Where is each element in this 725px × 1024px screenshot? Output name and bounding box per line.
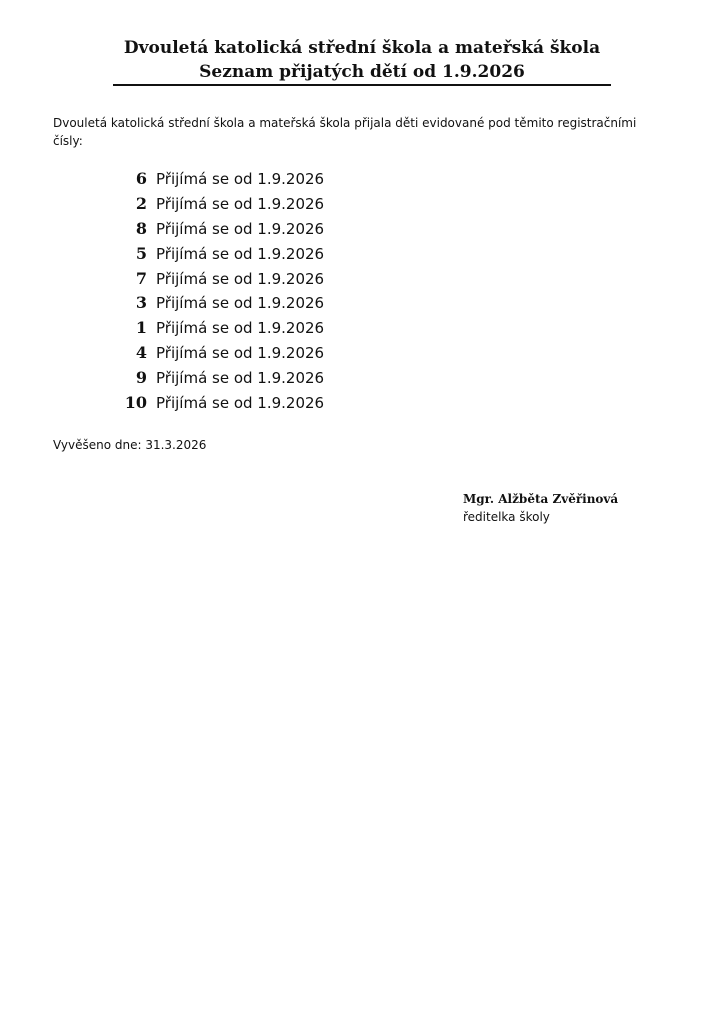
admission-row — [112, 269, 324, 294]
registration-number: 6 — [135, 169, 147, 188]
registration-number: 3 — [135, 293, 147, 313]
admission-row — [112, 219, 324, 244]
signatory-role: ředitelka školy — [463, 510, 550, 524]
registration-number: 1 — [135, 318, 147, 338]
registration-number: 8 — [135, 218, 147, 238]
admission-status: Přijímá se od 1.9.2026 — [156, 219, 325, 238]
header-divider — [113, 84, 611, 86]
admission-status: Přijímá se od 1.9.2026 — [156, 369, 325, 388]
signature-block — [463, 490, 618, 526]
admission-list — [112, 169, 324, 418]
registration-number: 7 — [135, 268, 147, 288]
registration-number: 4 — [135, 343, 147, 363]
admission-row — [112, 343, 324, 368]
signatory-name: Mgr. Alžběta Zvěřinová — [463, 492, 619, 506]
intro-paragraph: Dvouletá katolická střední škola a mateřská škola přijala děti evidované pod těmito registračními čísly: — [53, 116, 637, 148]
admission-status: Přijímá se od 1.9.2026 — [156, 244, 325, 263]
admission-status: Přijímá se od 1.9.2026 — [156, 394, 325, 413]
admission-status: Přijímá se od 1.9.2026 — [156, 194, 325, 213]
registration-number: 2 — [135, 193, 147, 213]
admission-row — [112, 293, 324, 318]
admission-row — [112, 368, 324, 393]
admission-row — [112, 393, 324, 418]
admission-row — [112, 244, 324, 269]
document-header — [113, 36, 611, 84]
registration-number: 5 — [135, 243, 147, 263]
school-name-heading: Dvouletá katolická střední škola a mateřská škola — [123, 38, 601, 58]
admission-status: Přijímá se od 1.9.2026 — [156, 269, 325, 288]
registration-number: 10 — [124, 393, 147, 413]
admission-row — [112, 169, 324, 194]
admission-status: Přijímá se od 1.9.2026 — [156, 319, 325, 338]
admission-status: Přijímá se od 1.9.2026 — [156, 170, 325, 188]
registration-number: 9 — [135, 368, 147, 388]
document-title: Seznam přijatých dětí od 1.9.2026 — [199, 62, 525, 82]
admission-row — [112, 318, 324, 343]
posted-date: Vyvěšeno dne: 31.3.2026 — [53, 438, 207, 452]
admission-status: Přijímá se od 1.9.2026 — [156, 294, 325, 313]
admission-row — [112, 194, 324, 219]
admission-status: Přijímá se od 1.9.2026 — [156, 344, 325, 363]
